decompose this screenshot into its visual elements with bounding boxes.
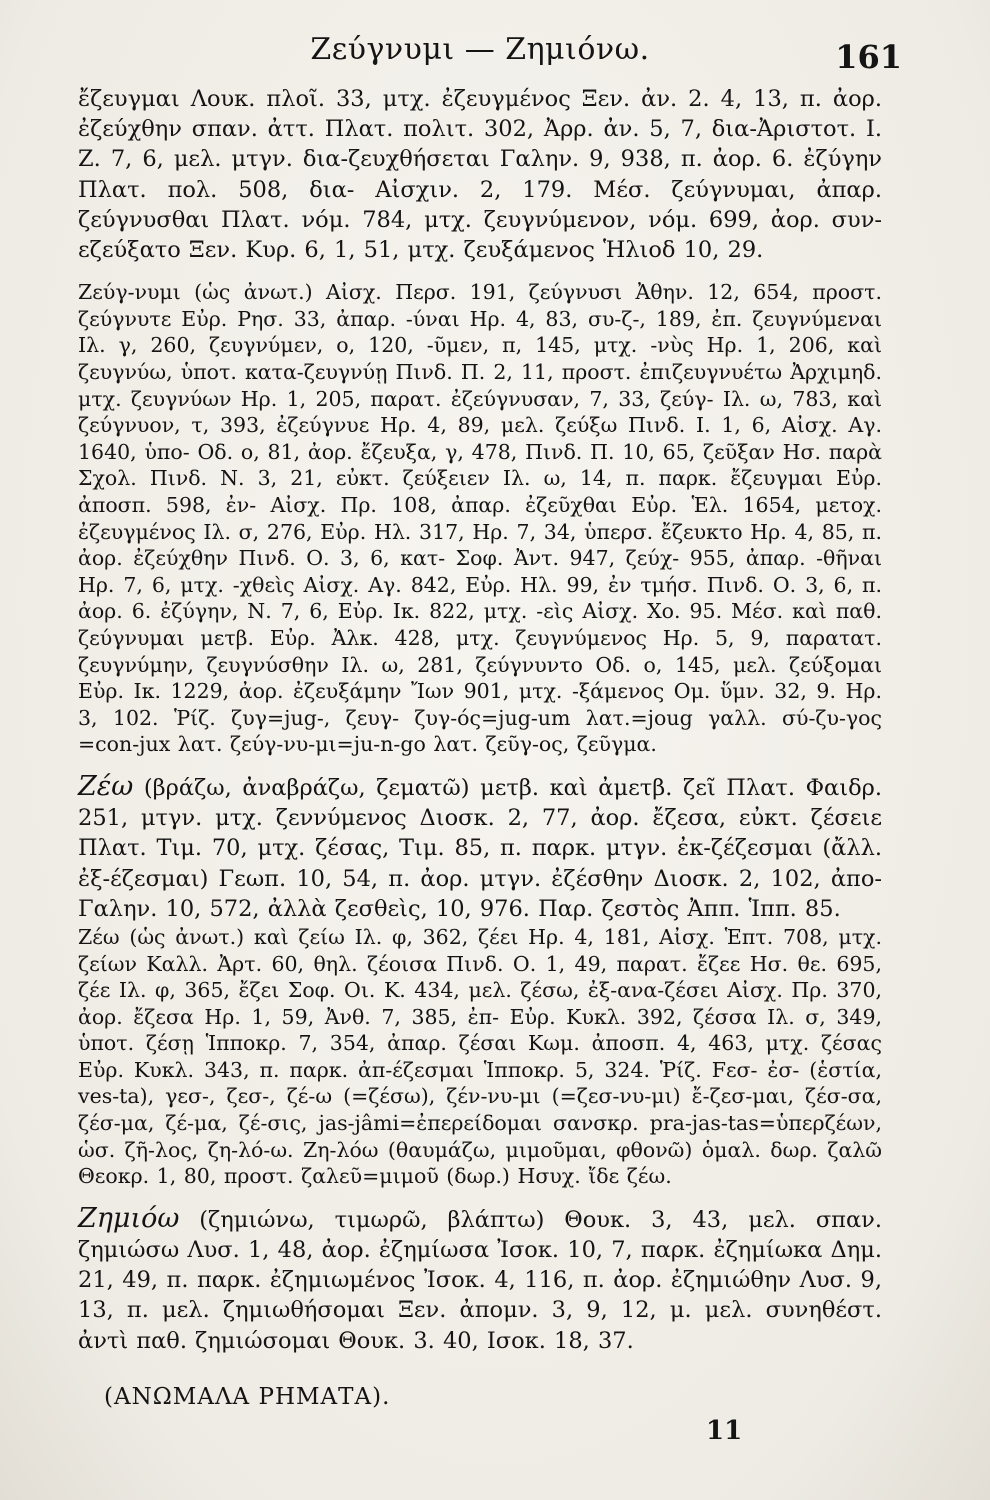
entry-text: Ζέω (ὡς ἀνωτ.) καὶ ζείω Ιλ. φ, 362, ζέει Ηρ. 4, 181, Αἰσχ. Ἑπτ. 708, μτχ. ζείων Καλλ. Ἀρτ. 60, θηλ. ζέοισα Πινδ. Ο. 1, 49, παρατ. ἔζεε Ησ. θε. 695, ζέε Ιλ. φ, 365, ἔζει Σοφ. Οι. Κ. 434, μελ. ζέσω, ἐξ-ανα-ζέσει Αἰσχ. Πρ. 370, ἀορ. ἔζεσα Ηρ. 1, 59, Ἀνθ. 7, 385, ἐπ- Εὐρ. Κυκλ. 392, ζέσσα Ιλ. σ, 349, ὑποτ. ζέσῃ Ἱπποκρ. 7, 354, ἀπαρ. ζέσαι Κωμ. ἀποσπ. 4, 463, μτχ. ζέσας Εὐρ. Κυκλ. 343, π. παρκ. ἀπ-έζεσμαι Ἱπποκρ. 5, 324. Ῥίζ. Fεσ- ἐσ- (ἑστία, ves-ta), γεσ-, ζεσ-, ζέ-ω (=ζέσω), ζέν-νυ-μι (=ζεσ-νυ-μι) ἔ-ζεσ-μαι, ζέσ-σα, ζέσ-μα, ζέ-μα, ζέ-σις, jas-jâmi=ἐπερείδομαι σανσκρ. pra-jas-tas=ὑπερζέων, ὡσ. ζῆ-λος, ζη-λό-ω. Ζη-λόω (θαυμάζω, μιμοῦμαι, φθονῶ) ὁμαλ. δωρ. ζαλῶ Θεοκρ. 1, 80, προστ. ζαλεῦ=μιμοῦ (δωρ.) Ησυχ. ἴδε ζέω. xyxy=(78,924,882,1189)
entry-text: ἔζευγμαι Λουκ. πλοῖ. 33, μτχ. ἐζευγμένος Ξεν. ἀν. 2. 4, 13, π. ἀορ. ἐζεύχθην σπαν. ἀττ. Πλατ. πολιτ. 302, Ἀρρ. ἀν. 5, 7, δια-Ἀριστοτ. Ι. Ζ. 7, 6, μελ. μτγν. δια-ζευχθήσεται Γαλην. 9, 938, π. ἀορ. 6. ἐζύγην Πλατ. πολ. 508, δια- Αἰσχιν. 2, 179. Μέσ. ζεύγνυμαι, ἀπαρ. ζεύγνυσθαι Πλατ. νόμ. 784, μτχ. ζευγνύμενον, νόμ. 699, ἀορ. συν-εζεύξατο Ξεν. Κυρ. 6, 1, 51, μτχ. ζευξάμενος Ἡλιοδ 10, 29. xyxy=(78,86,882,264)
entry-lemma: Ζημιόω xyxy=(78,1202,180,1234)
entry-text: (βράζω, ἀναβράζω, ζεματῶ) μετβ. καὶ ἀμετβ. ζεῖ Πλατ. Φαιδρ. 251, μτγν. μτχ. ζεννύμενος Διοσκ. 2, 77, ἀορ. ἔζεσα, εὐκτ. ζέσειε Πλατ. Τιμ. 70, μτχ. ζέσας, Τιμ. 85, π. παρκ. μτγν. ἐκ-ζέζεσμαι (ἄλλ. ἐξ-έζεσμαι) Γεωπ. 10, 54, π. ἀορ. μτγν. ἐζέσθην Διοσκ. 2, 102, ἀπο- Γαλην. 10, 572, ἀλλὰ ζεσθεὶς, 10, 976. Παρ. ζεστὸς Ἀππ. Ἱππ. 85. xyxy=(78,774,882,922)
entry-lemma: Ζέω xyxy=(78,770,134,802)
page-footer xyxy=(78,1376,882,1456)
page-number: 161 xyxy=(835,38,902,76)
page-title: Ζεύγνυμι — Ζημιόνω. xyxy=(310,32,650,67)
entry-zeugnymi-forms xyxy=(78,84,882,265)
entry-zeug-nymi xyxy=(78,279,882,758)
entry-text: (ζημιώνω, τιμωρῶ, βλάπτω) Θουκ. 3, 43, μελ. σπαν. ζημιώσω Λυσ. 1, 48, ἀορ. ἐζημίωσα Ἰσοκ. 10, 7, παρκ. ἐζημίωκα Δημ. 21, 49, π. παρκ. ἐζημιωμένος Ἰσοκ. 4, 116, π. ἀορ. ἐζημιώθην Λυσ. 9, 13, π. μελ. ζημιωθήσομαι Ξεν. ἀπομν. 3, 9, 12, μ. μελ. συνηθέστ. ἀντὶ παθ. ζημιώσομαι Θουκ. 3. 40, Ισοκ. 18, 37. xyxy=(78,1206,882,1354)
entry-paragraph xyxy=(78,1204,882,1356)
signature-mark: 11 xyxy=(706,1415,743,1446)
running-head xyxy=(78,28,902,84)
entry-zemioo xyxy=(78,1204,882,1356)
entry-text: Ζεύγ-νυμι (ὡς ἀνωτ.) Αἰσχ. Περσ. 191, ζεύγνυσι Ἀθην. 12, 654, προστ. ζεύγνυτε Εὐρ. Ρησ. 33, ἀπαρ. -ύναι Ηρ. 4, 83, συ-ζ-, 189, ἐπ. ζευγνύμεναι Ιλ. γ, 260, ζευγνύμεν, ο, 120, -ῦμεν, π, 145, μτχ. -νὺς Ηρ. 1, 206, καὶ ζευγνύω, ὑποτ. κατα-ζευγνύῃ Πινδ. Π. 2, 11, προστ. ἐπιζευγνυέτω Ἀρχιμηδ. μτχ. ζευγνύων Ηρ. 1, 205, παρατ. ἐζεύγνυσαν, 7, 33, ζεύγ- Ιλ. ω, 783, καὶ ζεύγνυον, τ, 393, ἐζεύγνυε Ηρ. 4, 89, μελ. ζεύξω Πινδ. Ι. 1, 6, Αἰσχ. Αγ. 1640, ὑπο- Οδ. ο, 81, ἀορ. ἔζευξα, γ, 478, Πινδ. Π. 10, 65, ζεῦξαν Ησ. παρὰ Σχολ. Πινδ. Ν. 3, 21, εὐκτ. ζεύξειεν Ιλ. ω, 14, π. παρκ. ἔζευγμαι Εὐρ. ἀποσπ. 598, ἐν- Αἰσχ. Πρ. 108, ἀπαρ. ἐζεῦχθαι Εὐρ. Ἑλ. 1654, μετοχ. ἐζευγμένος Ιλ. σ, 276, Εὐρ. Ηλ. 317, Ηρ. 7, 34, ὑπερσ. ἔζευκτο Ηρ. 4, 85, π. ἀορ. ἐζεύχθην Πινδ. Ο. 3, 6, κατ- Σοφ. Ἀντ. 947, ζεύχ- 955, ἀπαρ. -θῆναι Ηρ. 7, 6, μτχ. -χθεὶς Αἰσχ. Αγ. 842, Εὐρ. Ηλ. 99, ἐν τμήσ. Πινδ. Ο. 3, 6, π. ἀορ. 6. ἐζύγην, Ν. 7, 6, Εὐρ. Ικ. 822, μτχ. -εὶς Αἰσχ. Χο. 95. Μέσ. καὶ παθ. ζεύγνυμαι μετβ. Εὐρ. Ἀλκ. 428, μτχ. ζευγνύμενος Ηρ. 5, 9, παρατατ. ζευγνύμην, ζευγνύσθην Ιλ. ω, 281, ζεύγνυντο Οδ. ο, 145, μελ. ζεύξομαι Εὐρ. Ικ. 1229, ἀορ. ἐζευξάμην Ἴων 901, μτχ. -ξάμενος Ομ. ὕμν. 32, 9. Ηρ. 3, 102. Ῥίζ. ζυγ=jug-, ζευγ- ζυγ-ός=jug-um λατ.=joug γαλλ. σύ-ζυ-γος =con-jux λατ. ζεύγ-νυ-μι=ju-n-go λατ. ζεῦγ-ος, ζεῦγμα. xyxy=(78,280,882,757)
entry-zeo xyxy=(78,772,882,924)
entry-paragraph xyxy=(78,772,882,924)
entry-zeo-forms xyxy=(78,924,882,1190)
section-title: (ΑΝΩΜΑΛΑ ΡΗΜΑΤΑ). xyxy=(104,1383,391,1410)
